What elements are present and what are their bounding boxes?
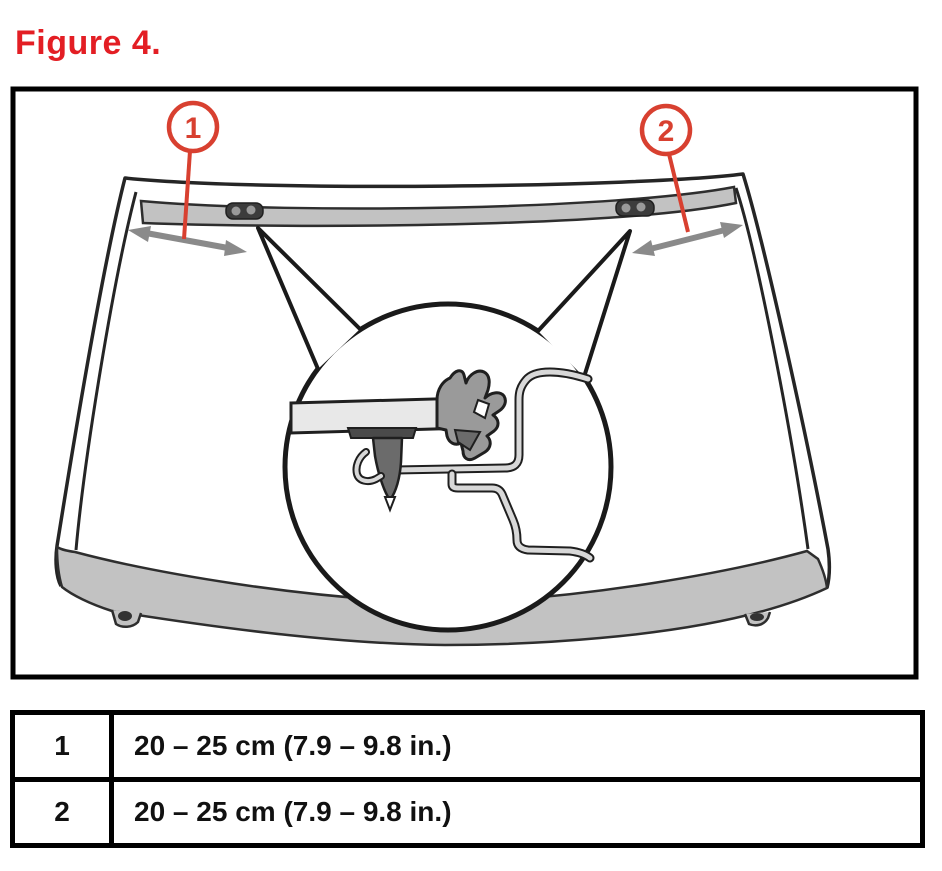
- table-ref-1: 1: [13, 713, 112, 780]
- table-value-2: 20 – 25 cm (7.9 – 9.8 in.): [134, 796, 452, 828]
- measurement-table: [10, 710, 925, 848]
- callout-1-number: 1: [184, 112, 202, 145]
- figure-title: Figure 4.: [15, 24, 162, 62]
- molding-clip-right: [616, 200, 654, 216]
- table-value-1: 20 – 25 cm (7.9 – 9.8 in.): [112, 713, 923, 780]
- table-row: [13, 713, 923, 780]
- table-ref-2: 2: [13, 779, 112, 846]
- molding-clip-left: [226, 203, 263, 219]
- table-row: [13, 779, 923, 846]
- callout-2-number: 2: [657, 115, 675, 148]
